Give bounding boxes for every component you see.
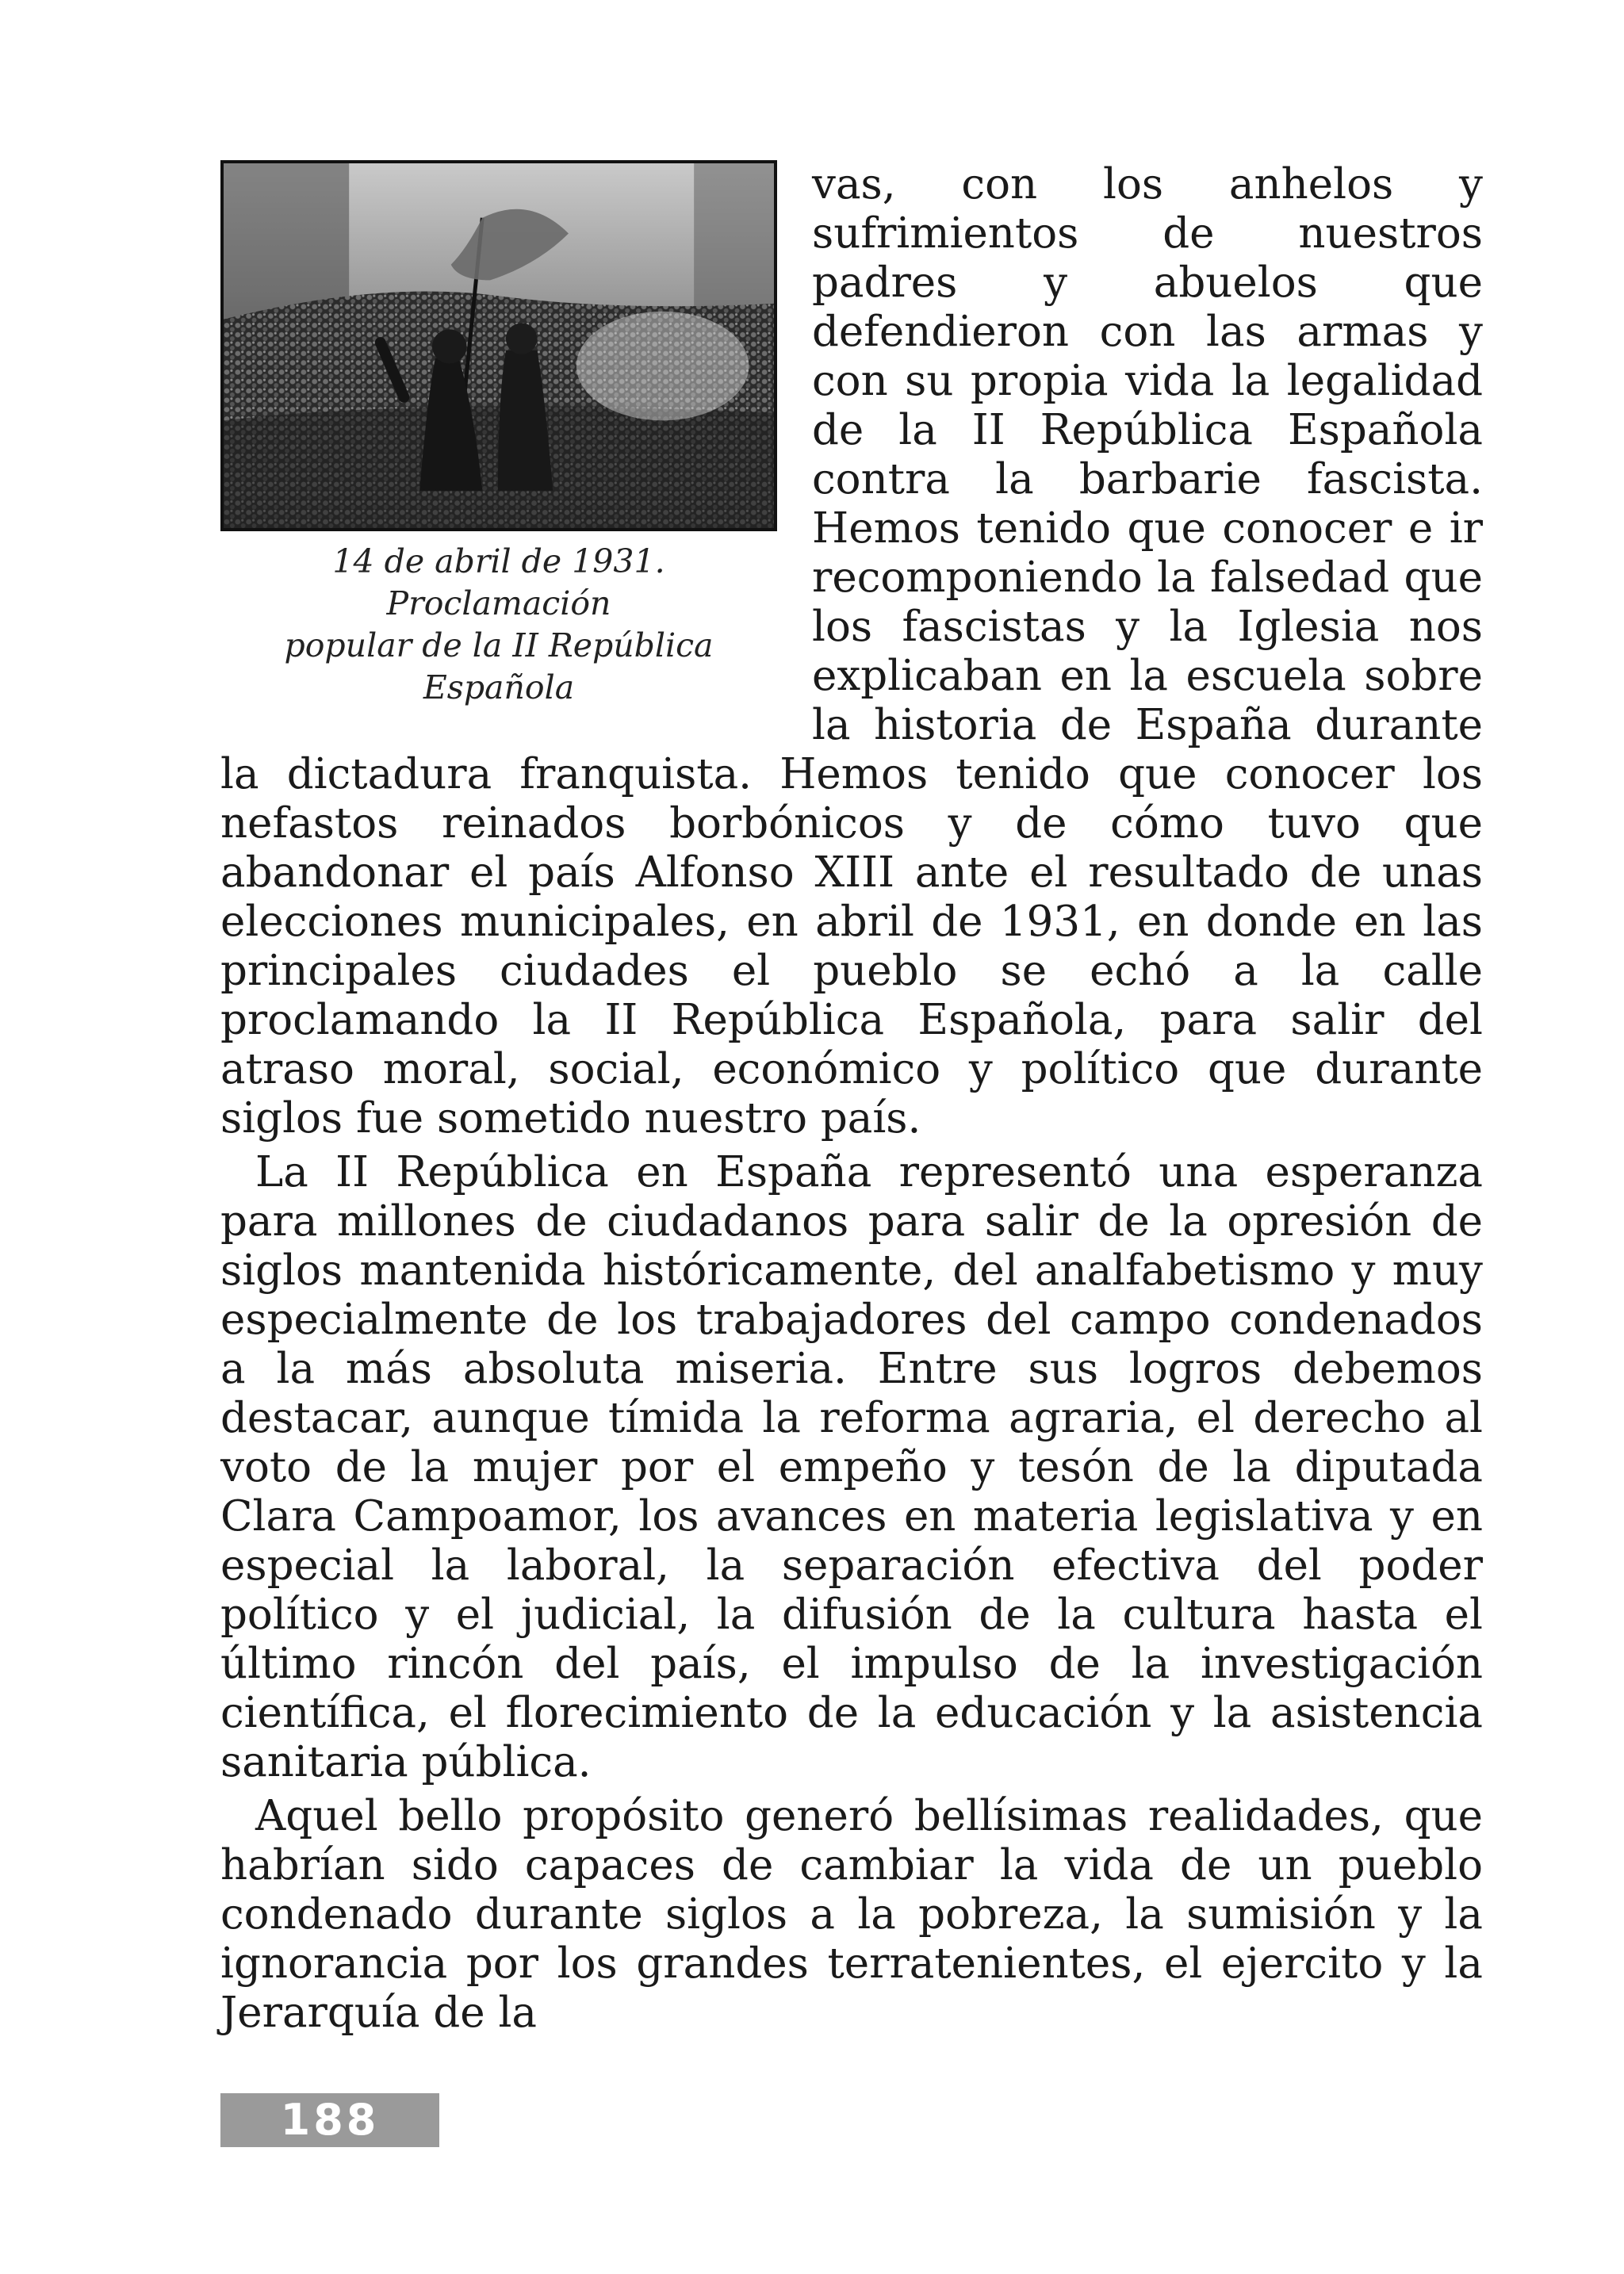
caption-line-2: popular de la II República Española xyxy=(284,626,714,706)
page-content xyxy=(220,160,1483,2038)
historical-photo xyxy=(220,160,777,531)
paragraph-1: vas, con los anhelos y sufrimientos de nuestros padres y abuelos que defendieron con las armas y con su propia vida la legalidad de la II República Española contra la barbarie fascista. Hemos tenido que conocer e ir recomponiendo la falsedad que los fascistas y la Iglesia nos explicaban en la escuela sobre la historia de España durante la dictadura franquista. Hemos tenido que conocer los nefastos reinados borbónicos y de cómo tuvo que abandonar el país Alfonso XIII ante el resultado de unas elecciones municipales, en abril de 1931, en donde en las principales ciudades el pueblo se echó a la calle proclamando la II República Española, para salir del atraso moral, social, económico y político que durante siglos fue sometido nuestro país. xyxy=(220,160,1483,1143)
figure-caption xyxy=(220,541,777,709)
paragraph-3: Aquel bello propósito generó bellísimas realidades, que habrían sido capaces de cambiar la vida de un pueblo condenado durante siglos a la pobreza, la sumisión y la ignorancia por los grandes terratenientes, el ejercito y la Jerarquía de la xyxy=(220,1792,1483,2037)
paragraph-2: La II República en España representó una esperanza para millones de ciudadanos para salir de la opresión de siglos mantenida históricamente, del analfabetismo y muy especialmente de los trabajadores del campo condenados a la más absoluta miseria. Entre sus logros debemos destacar, aunque tímida la reforma agraria, el derecho al voto de la mujer por el empeño y tesón de la diputada Clara Campoamor, los avances en materia legislativa y en especial la laboral, la separación efectiva del poder político y el judicial, la difusión de la cultura hasta el último rincón del país, el impulso de la investigación científica, el florecimiento de la educación y la asistencia sanitaria pública. xyxy=(220,1148,1483,1786)
page-number: 188 xyxy=(220,2093,439,2147)
figure xyxy=(220,160,777,709)
caption-line-1: 14 de abril de 1931. Proclamación xyxy=(332,542,665,622)
